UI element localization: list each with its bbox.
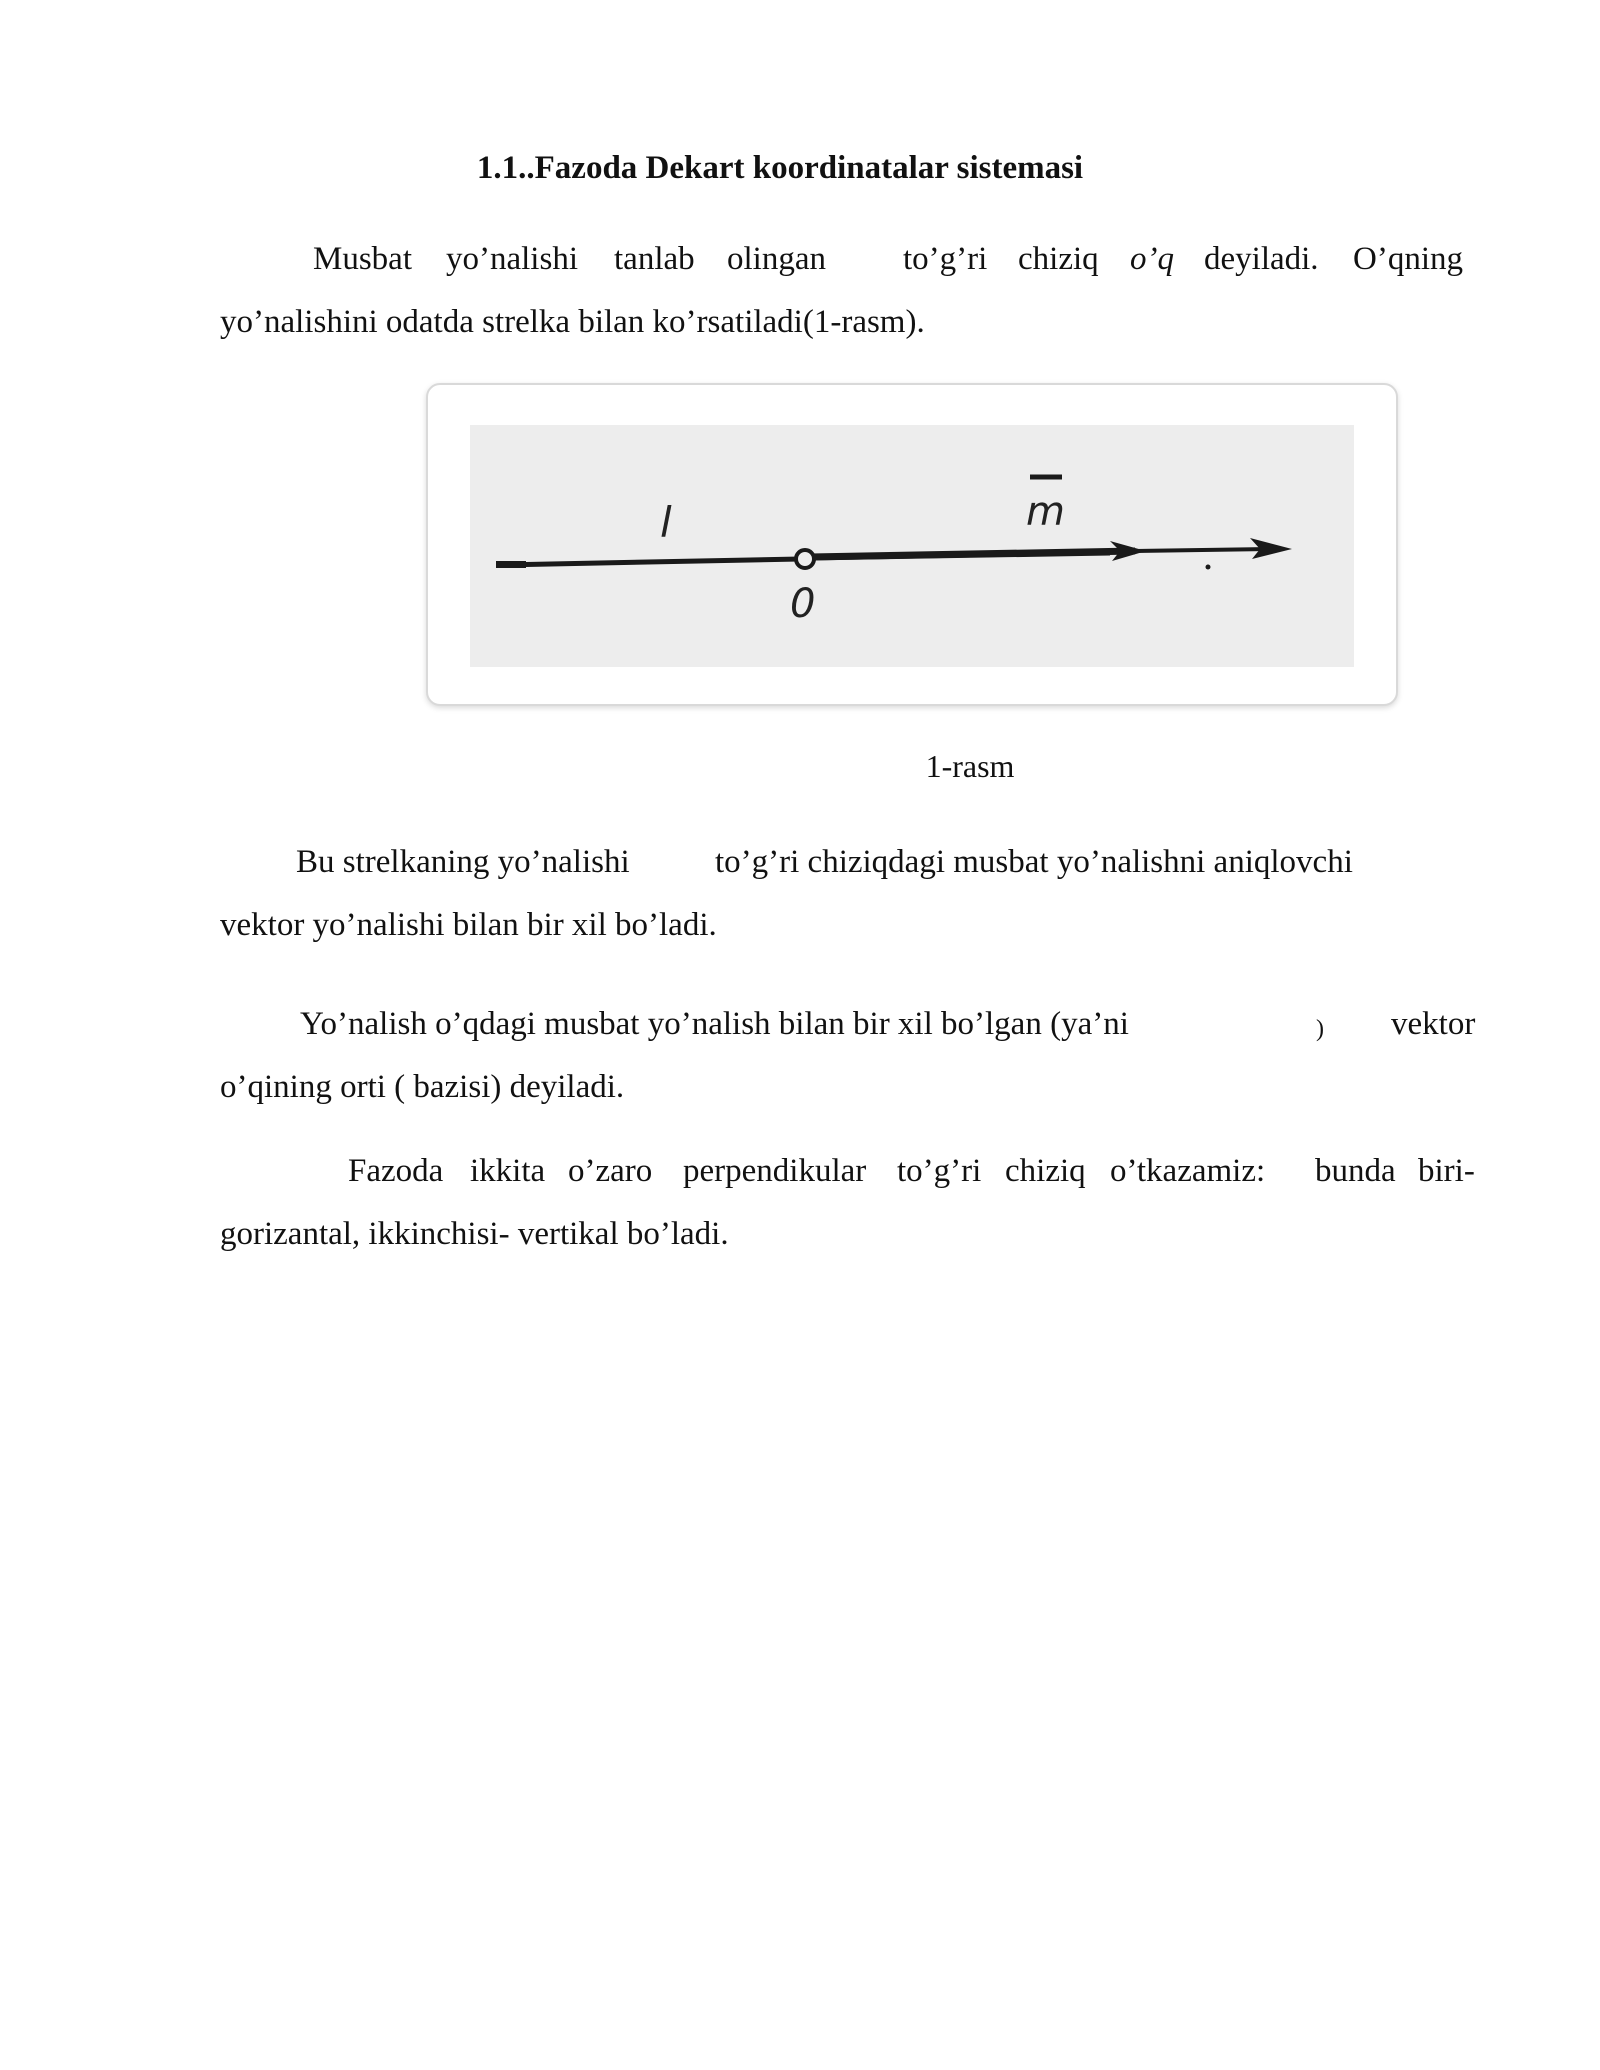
figure-1-image — [470, 425, 1354, 667]
para4-word: to’g’ri — [897, 1153, 982, 1189]
para1-word: Musbat — [313, 241, 412, 277]
para1-word: tanlab — [614, 241, 695, 277]
para3-line2: o’qining orti ( bazisi) deyiladi. — [220, 1069, 625, 1105]
para4-word: o’tkazamiz: — [1110, 1153, 1266, 1189]
axis-dot — [1206, 565, 1211, 570]
para2-line1-end: to’g’ri chiziqdagi musbat yo’nalishni aniqlovchi — [715, 844, 1353, 880]
para1-word: chiziq — [1018, 241, 1099, 277]
para3-line1-start: Yo’nalish o’qdagi musbat yo’nalish bilan bir xil bo’lgan (ya’ni — [300, 1006, 1129, 1042]
page-title — [0, 150, 1540, 187]
axis-line-left — [500, 559, 800, 565]
para1-word: to’g’ri — [903, 241, 988, 277]
page-title-text: 1.1..Fazoda Dekart koordinatalar sistemasi — [476, 150, 1084, 186]
axis-line-tail — [1135, 549, 1270, 551]
figure-caption: 1-rasm — [925, 748, 1015, 784]
para4-word: chiziq — [1005, 1153, 1086, 1189]
para2-line1-start: Bu strelkaning yo’nalishi — [296, 844, 630, 880]
label-l: l — [660, 498, 672, 547]
para4-word: Fazoda — [348, 1153, 444, 1189]
para1-line2: yo’nalishini odatda strelka bilan ko’rsatiladi(1-rasm). — [220, 304, 925, 340]
figure-1 — [426, 383, 1398, 706]
para1-word: deyiladi. — [1204, 241, 1319, 277]
para4-word: ikkita — [470, 1153, 546, 1189]
axis-diagram — [470, 425, 1354, 667]
label-m: m — [1026, 489, 1065, 535]
para2-line2: vektor yo’nalishi bilan bir xil bo’ladi. — [220, 907, 717, 943]
para1-word: yo’nalishi — [446, 241, 578, 277]
para4-line2: gorizantal, ikkinchisi- vertikal bo’ladi. — [220, 1216, 729, 1252]
axis-left-end — [496, 561, 526, 568]
para3-vektor: vektor — [1391, 1006, 1476, 1042]
para1-term-oq: o’q — [1130, 241, 1174, 277]
para4-word: o’zaro — [568, 1153, 653, 1189]
para4-word: perpendikular — [683, 1153, 867, 1189]
origin-point — [796, 550, 814, 568]
para1-word: olingan — [727, 241, 826, 277]
para4-word: bunda — [1315, 1153, 1396, 1189]
para3-paren: ) — [1316, 1016, 1324, 1042]
label-origin: 0 — [790, 581, 816, 627]
vector-m-segment — [810, 551, 1135, 557]
para4-word: biri- — [1418, 1153, 1475, 1189]
para1-word: O’qning — [1353, 241, 1463, 277]
